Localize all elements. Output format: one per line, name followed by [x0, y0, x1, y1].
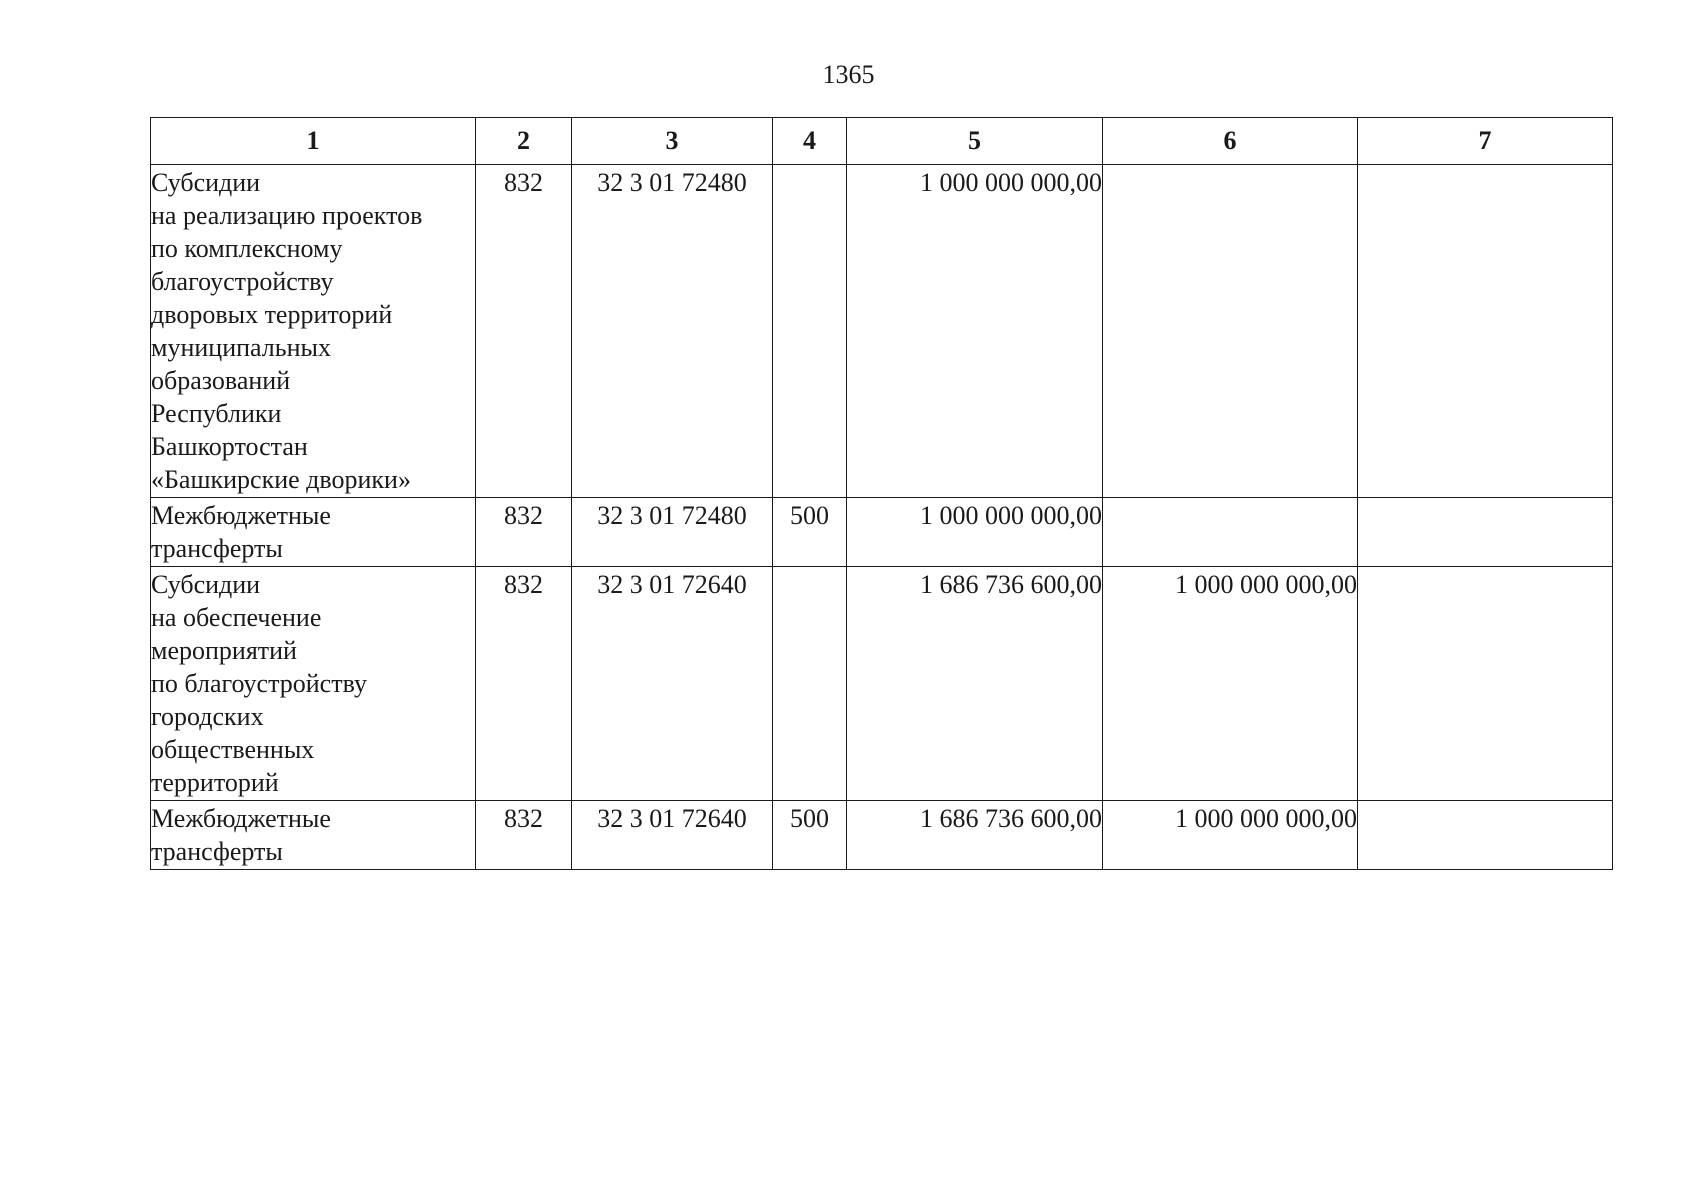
row-amount-col6-cell: 1 000 000 000,00	[1103, 801, 1358, 870]
row-amount-col6-cell	[1103, 165, 1358, 498]
row-name-cell: Межбюджетные трансферты	[151, 801, 476, 870]
column-header-6: 6	[1103, 118, 1358, 165]
row-amount-col5-cell: 1 686 736 600,00	[847, 801, 1103, 870]
row-expense-type-cell: 500	[773, 498, 847, 567]
row-expense-type-cell	[773, 165, 847, 498]
column-header-4: 4	[773, 118, 847, 165]
page-number: 1365	[822, 60, 875, 89]
row-code-cell: 832	[476, 567, 572, 801]
row-amount-col7-cell	[1358, 165, 1613, 498]
column-header-5: 5	[847, 118, 1103, 165]
column-header-7: 7	[1358, 118, 1613, 165]
table-row	[151, 567, 1613, 801]
column-header-3: 3	[572, 118, 773, 165]
table-header-row	[151, 118, 1613, 165]
column-header-1: 1	[151, 118, 476, 165]
row-expense-type-cell: 500	[773, 801, 847, 870]
row-code-cell: 832	[476, 498, 572, 567]
row-expense-type-cell	[773, 567, 847, 801]
row-target-article-cell: 32 3 01 72640	[572, 801, 773, 870]
table-row	[151, 498, 1613, 567]
table-row	[151, 801, 1613, 870]
row-target-article-cell: 32 3 01 72480	[572, 165, 773, 498]
row-target-article-cell: 32 3 01 72480	[572, 498, 773, 567]
row-name-cell: Субсидии на обеспечение мероприятий по благоустройству городских общественных территорий	[151, 567, 476, 801]
table-row	[151, 165, 1613, 498]
row-amount-col5-cell: 1 000 000 000,00	[847, 165, 1103, 498]
row-amount-col5-cell: 1 000 000 000,00	[847, 498, 1103, 567]
row-name-cell: Межбюджетные трансферты	[151, 498, 476, 567]
row-amount-col7-cell	[1358, 498, 1613, 567]
row-amount-col7-cell	[1358, 801, 1613, 870]
budget-table	[150, 117, 1613, 870]
row-amount-col6-cell: 1 000 000 000,00	[1103, 567, 1358, 801]
row-code-cell: 832	[476, 801, 572, 870]
column-header-2: 2	[476, 118, 572, 165]
row-name-cell: Субсидии на реализацию проектов по комплексному благоустройству дворовых территорий муниципальных образований Республики Башкортостан «Башкирские дворики»	[151, 165, 476, 498]
row-amount-col5-cell: 1 686 736 600,00	[847, 567, 1103, 801]
row-amount-col7-cell	[1358, 567, 1613, 801]
row-target-article-cell: 32 3 01 72640	[572, 567, 773, 801]
row-amount-col6-cell	[1103, 498, 1358, 567]
row-code-cell: 832	[476, 165, 572, 498]
